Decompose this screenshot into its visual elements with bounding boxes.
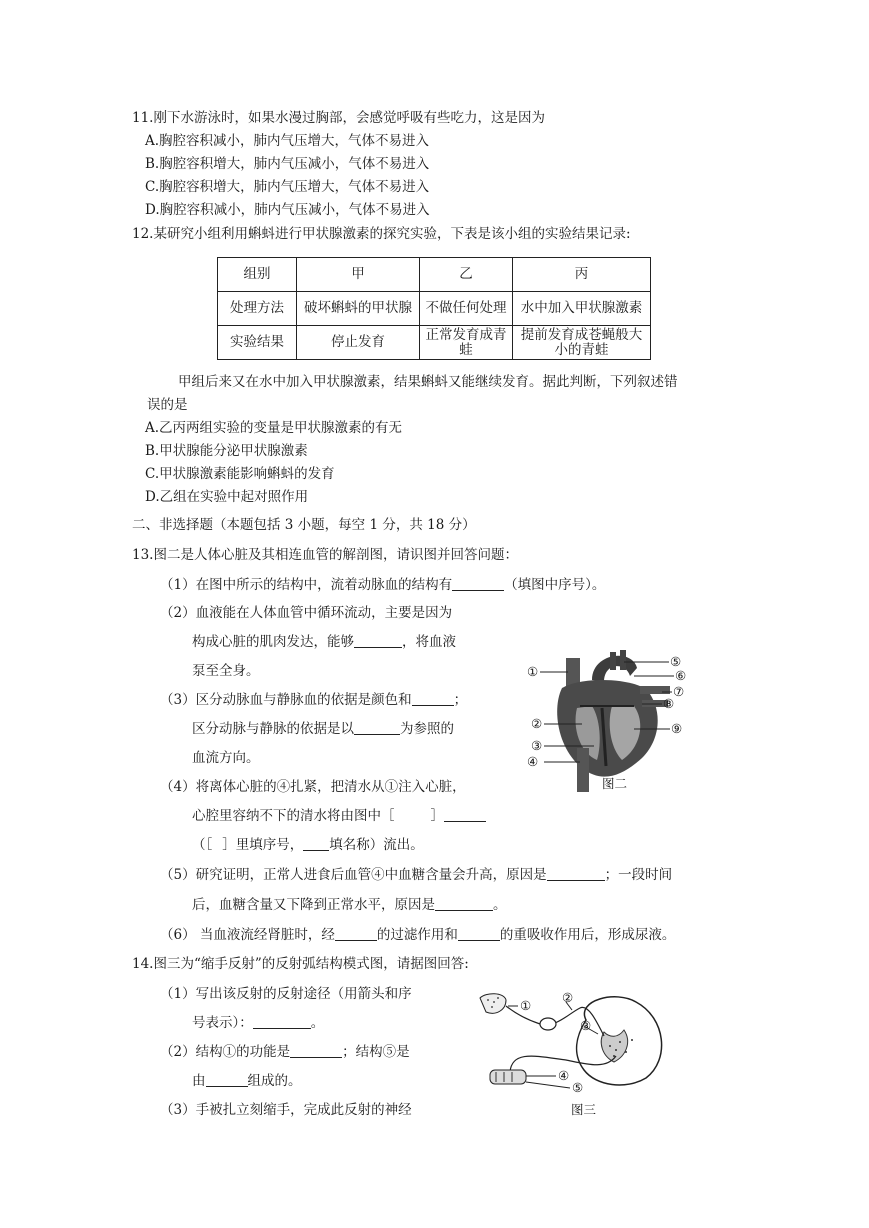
q12-paragraph-line1: 甲组后来又在水中加入甲状腺激素，结果蝌蚪又能继续发育。据此判断，下列叙述错 — [178, 374, 678, 390]
q13-part3-text-c: 区分动脉与静脉的依据是以 — [192, 721, 354, 737]
reflex-label-4: ④ — [558, 1068, 570, 1083]
q13-part1-text-b: （填图中序号）。 — [504, 577, 606, 593]
heart-label-6: ⑥ — [675, 668, 687, 683]
q14-part2-text-a: （2）结构①的功能是 — [160, 1044, 291, 1060]
q13-part1 — [160, 576, 605, 594]
q12-stem: 12.某研究小组利用蝌蚪进行甲状腺激素的探究实验，下表是该小组的实验结果记录: — [132, 226, 631, 242]
q13-part3-line2 — [192, 720, 454, 738]
q13-part3-line3: 血流方向。 — [192, 750, 260, 766]
heart-label-8: ⑧ — [663, 696, 675, 711]
reflex-label-1: ① — [520, 998, 532, 1013]
table-header-cell: 甲 — [297, 258, 420, 292]
table-header-cell: 乙 — [420, 258, 513, 292]
table-cell: 正常发育成青蛙 — [420, 326, 513, 360]
answer-blank[interactable] — [354, 633, 402, 648]
q13-part2-line2 — [192, 633, 456, 651]
q13-part5-text-d: 。 — [493, 897, 507, 913]
q13-part3-text-a: （3）区分动脉血与静脉血的依据是颜色和 — [160, 692, 412, 708]
table-cell: 处理方法 — [218, 292, 297, 326]
table-cell: 水中加入甲状腺激素 — [513, 292, 651, 326]
figure-3-caption: 图三 — [571, 1102, 597, 1117]
q11-option-a: A.胸腔容积减小，肺内气压增大，气体不易进入 — [145, 133, 430, 149]
q14-part1-text-b: 。 — [310, 1015, 325, 1031]
answer-blank[interactable] — [335, 926, 377, 941]
answer-blank[interactable] — [435, 896, 493, 911]
q13-stem: 13.图二是人体心脏及其相连血管的解剖图，请识图并回答问题： — [132, 547, 518, 563]
heart-label-5: ⑤ — [670, 654, 682, 669]
answer-blank[interactable] — [458, 926, 500, 941]
reflex-label-5: ⑤ — [572, 1080, 584, 1095]
q14-part3-line1: （3）手被扎立刻缩手，完成此反射的神经 — [160, 1102, 412, 1118]
table-cell: 破坏蝌蚪的甲状腺 — [297, 292, 420, 326]
q13-part4-line3 — [192, 836, 424, 854]
q13-part4-text-d: ］里填序号， — [222, 837, 304, 853]
experiment-table — [217, 257, 651, 360]
table-header-cell: 丙 — [513, 258, 651, 292]
section-heading: 二、非选择题（本题包括 3 小题，每空 1 分，共 18 分） — [132, 517, 476, 533]
heart-label-2: ② — [531, 716, 543, 731]
q13-part5-text-b: ；一段时间 — [604, 867, 673, 883]
q14-part2-line2 — [192, 1072, 302, 1090]
q14-stem: 14.图三为“缩手反射”的反射弧结构模式图，请据图回答: — [132, 956, 469, 972]
q13-part4-text-e: 填名称）流出。 — [329, 837, 424, 853]
heart-label-9: ⑨ — [671, 721, 683, 736]
q13-part5-line2 — [192, 896, 507, 914]
answer-blank[interactable] — [452, 576, 504, 591]
answer-blank[interactable] — [206, 1072, 248, 1087]
answer-blank[interactable] — [354, 720, 400, 735]
table-cell: 实验结果 — [218, 326, 297, 360]
q13-part1-text-a: （1）在图中所示的结构中，流着动脉血的结构有 — [160, 577, 453, 593]
q13-part6-text-b: 的过滤作用和 — [376, 927, 458, 943]
heart-label-3: ③ — [531, 738, 543, 753]
q14-part2-line1 — [160, 1043, 410, 1061]
q14-part1-line1: （1）写出该反射的反射途径（用箭头和序 — [160, 986, 412, 1002]
q13-part4-text-b: ］ — [430, 808, 444, 824]
q13-part3-text-b: ； — [453, 692, 468, 708]
table-cell: 停止发育 — [297, 326, 420, 360]
answer-blank[interactable] — [303, 836, 329, 851]
reflex-arc-diagram — [476, 990, 676, 1094]
q13-part3-line1 — [160, 691, 467, 709]
q11-option-d: D.胸腔容积减小，肺内气压减小，气体不易进入 — [145, 202, 430, 218]
q13-part6 — [160, 926, 675, 944]
q13-part2-text-a: 构成心脏的肌肉发达，能够 — [192, 634, 354, 650]
q12-option-b: B.甲状腺能分泌甲状腺激素 — [145, 443, 308, 459]
figure-2-caption: 图二 — [602, 776, 628, 791]
q11-option-b: B.胸腔容积增大，肺内气压减小，气体不易进入 — [145, 156, 430, 172]
q13-part4-text-a: 心腔里容纳不下的清水将由图中［ — [192, 808, 395, 824]
q13-part2-text-b: ，将血液 — [402, 634, 456, 650]
q14-part2-text-c: 由 — [192, 1073, 206, 1089]
q13-part3-text-d: 为参照的 — [400, 721, 454, 737]
q13-part5-line1 — [160, 866, 672, 884]
q13-part5-text-a: （5）研究证明，正常人进食后血管④中血糖含量会升高，原因是 — [160, 867, 547, 883]
heart-label-4: ④ — [527, 754, 539, 769]
q11-stem: 11.刚下水游泳时，如果水漫过胸部，会感觉呼吸有些吃力，这是因为 — [132, 110, 545, 126]
answer-blank[interactable] — [547, 866, 605, 881]
answer-blank[interactable] — [253, 1014, 311, 1029]
q13-part2-line1: （2）血液能在人体血管中循环流动，主要是因为 — [160, 605, 453, 621]
table-cell: 提前发育成苍蝇般大小的青蛙 — [513, 326, 651, 360]
table-header-cell: 组别 — [218, 258, 297, 292]
answer-blank[interactable] — [412, 691, 454, 706]
answer-blank[interactable] — [444, 807, 486, 822]
q13-part2-line3: 泵至全身。 — [192, 663, 260, 679]
q13-part6-text-a: （6） 当血液流经肾脏时，经 — [160, 927, 335, 943]
q14-part2-text-b: ；结构⑤是 — [342, 1044, 410, 1060]
q13-part4-text-c: （［ — [192, 837, 213, 853]
q13-part4-line1: （4）将离体心脏的④扎紧，把清水从①注入心脏， — [160, 779, 466, 795]
q12-option-d: D.乙组在实验中起对照作用 — [145, 489, 309, 505]
q14-part2-text-d: 组成的。 — [247, 1073, 302, 1089]
table-cell: 不做任何处理 — [420, 292, 513, 326]
q12-paragraph-line2: 误的是 — [147, 397, 188, 413]
q12-option-c: C.甲状腺激素能影响蝌蚪的发育 — [145, 466, 335, 482]
q13-part6-text-c: 的重吸收作用后，形成尿液。 — [499, 927, 676, 943]
q14-part1-text-a: 号表示）： — [192, 1015, 253, 1031]
heart-label-7: ⑦ — [673, 684, 685, 699]
q12-option-a: A.乙丙两组实验的变量是甲状腺激素的有无 — [145, 420, 403, 436]
q14-part1-line2 — [192, 1014, 324, 1032]
reflex-arc-figure — [476, 990, 676, 1094]
reflex-label-3: ③ — [580, 1018, 592, 1033]
reflex-label-2: ② — [562, 990, 574, 1005]
answer-blank[interactable] — [290, 1043, 342, 1058]
q11-option-c: C.胸腔容积增大，肺内气压增大，气体不易进入 — [145, 179, 430, 195]
heart-label-1: ① — [527, 664, 539, 679]
q13-part4-line2 — [192, 807, 486, 825]
q13-part5-text-c: 后，血糖含量又下降到正常水平，原因是 — [192, 897, 435, 913]
